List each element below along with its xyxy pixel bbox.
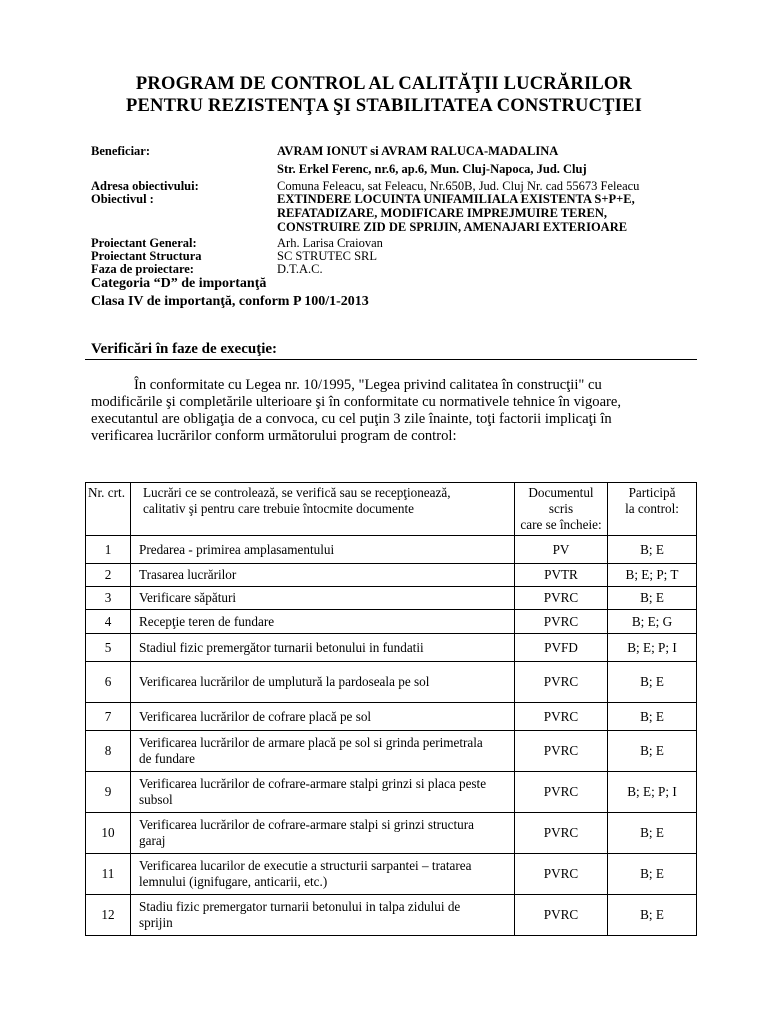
row-lucrare: [131, 703, 515, 731]
table-row: [86, 895, 697, 936]
row-lucrare-line-1: Trasarea lucrărilor: [139, 567, 237, 582]
header-nr: Nr. crt.: [86, 483, 131, 536]
row-lucrare: [131, 731, 515, 772]
table-row: [86, 703, 697, 731]
row-document: PVRC: [515, 662, 608, 703]
table-row: [86, 536, 697, 564]
row-nr: 12: [86, 895, 131, 936]
beneficiar-label: Beneficiar:: [91, 144, 151, 158]
obiectiv-line-1: EXTINDERE LOCUINTA UNIFAMILIALA EXISTENTA S+P+E,: [277, 192, 635, 206]
row-participa: B; E; P; I: [608, 772, 697, 813]
row-lucrare: [131, 587, 515, 610]
row-participa: B; E: [608, 587, 697, 610]
proiectant-structura-value: SC STRUTEC SRL: [277, 249, 378, 263]
row-nr: 1: [86, 536, 131, 564]
row-lucrare-line-2: lemnului (ignifugare, anticarii, etc.): [139, 874, 328, 889]
row-nr: 5: [86, 634, 131, 662]
row-participa: B; E: [608, 854, 697, 895]
row-participa: B; E; P; I: [608, 634, 697, 662]
header-document-line-1: Documentul scris: [528, 485, 594, 516]
row-document: PV: [515, 536, 608, 564]
row-lucrare: [131, 610, 515, 634]
row-participa: B; E; P; T: [608, 564, 697, 587]
adresa-label: Adresa obiectivului:: [91, 179, 199, 193]
row-lucrare: [131, 772, 515, 813]
row-lucrare-line-1: Verificare săpături: [139, 590, 237, 605]
header-lucrari-line-2: calitativ şi pentru care trebuie întocmite documente: [143, 501, 414, 516]
row-lucrare-line-1: Verificarea lucrărilor de armare placă pe sol si grinda perimetrala: [139, 735, 483, 750]
row-document: PVRC: [515, 854, 608, 895]
header-document: [515, 483, 608, 536]
header-participa-line-2: la control:: [625, 501, 679, 516]
header-participa: [608, 483, 697, 536]
row-nr: 6: [86, 662, 131, 703]
section-rule: [85, 359, 697, 360]
row-lucrare: [131, 662, 515, 703]
row-lucrare: [131, 895, 515, 936]
row-document: PVRC: [515, 703, 608, 731]
row-lucrare-line-1: Predarea - primirea amplasamentului: [139, 541, 335, 557]
title-line-1: PROGRAM DE CONTROL AL CALITĂŢII LUCRĂRILOR: [135, 74, 633, 94]
row-lucrare: [131, 634, 515, 662]
row-nr: 4: [86, 610, 131, 634]
row-lucrare-line-2: de fundare: [139, 751, 196, 766]
row-document: PVRC: [515, 610, 608, 634]
header-participa-line-1: Participă: [628, 485, 676, 500]
row-lucrare-line-1: Verificarea lucrărilor de umplutură la pardoseala pe sol: [139, 674, 430, 689]
categoria-text: Categoria “D” de importanţă: [91, 276, 267, 291]
row-lucrare-line-2: sprijin: [139, 915, 173, 930]
row-lucrare-line-1: Recepţie teren de fundare: [139, 613, 275, 629]
beneficiar-address: Str. Erkel Ferenc, nr.6, ap.6, Mun. Cluj-Napoca, Jud. Cluj: [277, 162, 587, 176]
header-lucrari-line-1: Lucrări ce se controlează, se verifică sau se recepţionează,: [143, 485, 451, 500]
row-lucrare-line-1: Verificarea lucarilor de executie a structurii sarpantei – tratarea: [139, 858, 472, 873]
row-document: PVRC: [515, 587, 608, 610]
table-row: [86, 662, 697, 703]
row-lucrare-line-2: garaj: [139, 833, 166, 848]
row-nr: 10: [86, 813, 131, 854]
row-lucrare: [131, 854, 515, 895]
header-document-line-2: care se încheie:: [520, 517, 602, 532]
paragraph-line-1: În conformitate cu Legea nr. 10/1995, "Legea privind calitatea în construcţii" cu: [134, 377, 602, 393]
table-row: [86, 564, 697, 587]
table-row: [86, 813, 697, 854]
adresa-value: Comuna Feleacu, sat Feleacu, Nr.650B, Jud. Cluj Nr. cad 55673 Feleacu: [277, 179, 640, 193]
row-participa: B; E: [608, 813, 697, 854]
table-row: [86, 634, 697, 662]
table-row: [86, 731, 697, 772]
obiectiv-line-2: REFATADIZARE, MODIFICARE IMPREJMUIRE TEREN,: [277, 206, 607, 220]
row-participa: B; E: [608, 662, 697, 703]
paragraph-line-3: executantul are obligaţia de a convoca, cu cel puţin 3 zile înainte, toţi factorii implicaţi în: [91, 411, 612, 427]
paragraph-line-2: modificările şi completările ulterioare şi în conformitate cu normativele tehnice în vigoare,: [91, 394, 622, 410]
paragraph-line-4: verificarea lucrărilor conform următorului program de control:: [91, 428, 457, 444]
row-document: PVFD: [515, 634, 608, 662]
row-participa: B; E: [608, 895, 697, 936]
row-lucrare-line-1: Verificarea lucrărilor de cofrare-armare stalpi grinzi si placa peste: [139, 776, 487, 791]
beneficiar-value: AVRAM IONUT si AVRAM RALUCA-MADALINA: [277, 144, 559, 158]
row-lucrare: [131, 536, 515, 564]
section-title: Verificări în faze de execuţie:: [91, 341, 278, 357]
faza-label: Faza de proiectare:: [91, 262, 194, 276]
control-program-table: [85, 482, 697, 936]
row-participa: B; E; G: [608, 610, 697, 634]
row-document: PVTR: [515, 564, 608, 587]
row-nr: 3: [86, 587, 131, 610]
row-nr: 11: [86, 854, 131, 895]
row-nr: 7: [86, 703, 131, 731]
faza-value: D.T.A.C.: [277, 262, 323, 276]
row-lucrare-line-1: Stadiul fizic premergător turnarii betonului in fundatii: [139, 639, 424, 655]
row-lucrare: [131, 813, 515, 854]
row-nr: 9: [86, 772, 131, 813]
proiectant-structura-label: Proiectant Structura: [91, 249, 202, 263]
obiectiv-line-3: CONSTRUIRE ZID DE SPRIJIN, AMENAJARI EXTERIOARE: [277, 220, 628, 234]
row-participa: B; E: [608, 731, 697, 772]
clasa-text: Clasa IV de importanţă, conform P 100/1-2013: [91, 294, 369, 309]
row-participa: B; E: [608, 536, 697, 564]
proiectant-general-label: Proiectant General:: [91, 236, 197, 250]
row-document: PVRC: [515, 772, 608, 813]
row-document: PVRC: [515, 813, 608, 854]
row-lucrare-line-2: subsol: [139, 792, 173, 807]
title-line-2: PENTRU REZISTENŢA ŞI STABILITATEA CONSTRUCŢIEI: [125, 96, 643, 116]
row-nr: 2: [86, 564, 131, 587]
row-lucrare-line-1: Verificarea lucrărilor de cofrare placă pe sol: [139, 708, 372, 724]
header-lucrari: [131, 483, 515, 536]
table-row: [86, 854, 697, 895]
proiectant-general-value: Arh. Larisa Craiovan: [277, 236, 383, 250]
row-nr: 8: [86, 731, 131, 772]
row-participa: B; E: [608, 703, 697, 731]
obiectiv-label: Obiectivul :: [91, 192, 154, 206]
row-lucrare: [131, 564, 515, 587]
row-lucrare-line-1: Verificarea lucrărilor de cofrare-armare stalpi si grinzi structura: [139, 817, 474, 832]
table-row: [86, 587, 697, 610]
row-document: PVRC: [515, 731, 608, 772]
table-row: [86, 772, 697, 813]
row-lucrare-line-1: Stadiu fizic premergator turnarii betonului in talpa zidului de: [139, 899, 461, 914]
row-document: PVRC: [515, 895, 608, 936]
table-header-row: [86, 483, 697, 536]
table-row: [86, 610, 697, 634]
